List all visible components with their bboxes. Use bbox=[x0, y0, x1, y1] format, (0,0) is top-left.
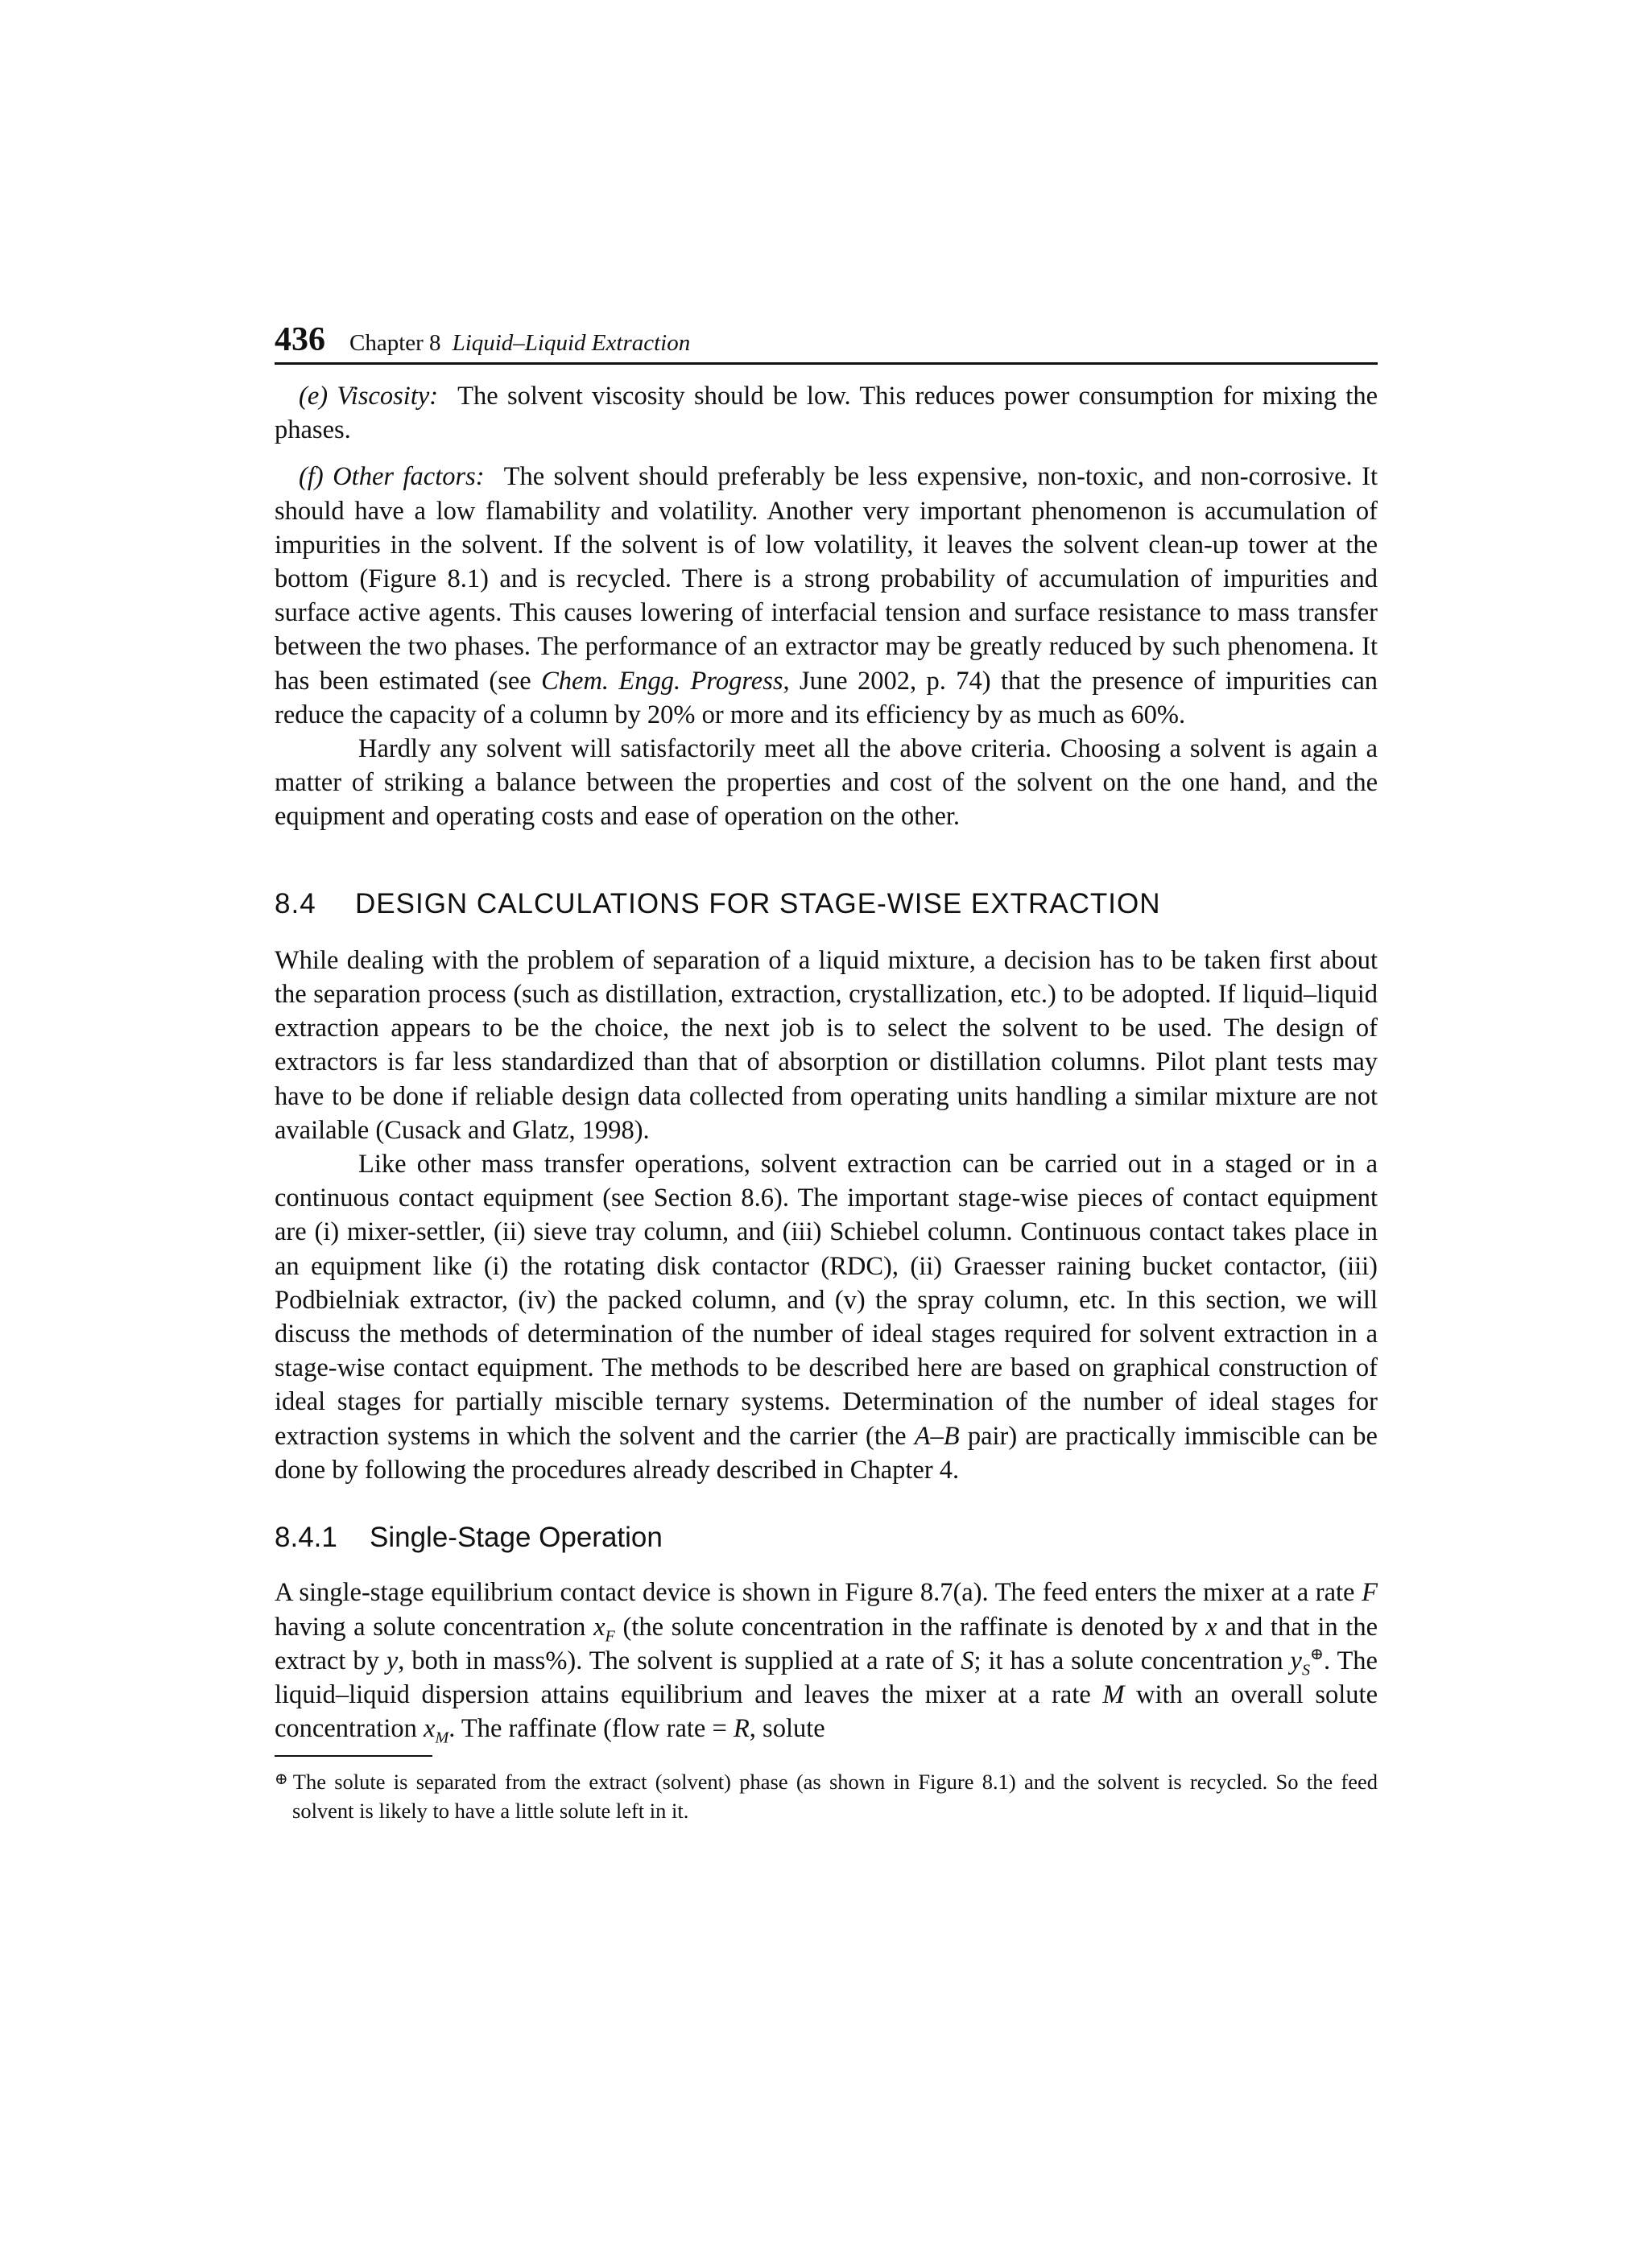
chapter-title: Liquid–Liquid Extraction bbox=[452, 330, 691, 356]
page-content bbox=[275, 320, 1378, 1847]
paragraph-viscosity bbox=[275, 379, 1378, 447]
running-head bbox=[275, 320, 1378, 365]
paragraph-contact-equipment bbox=[275, 1147, 1378, 1487]
symbol-y: y bbox=[386, 1646, 399, 1675]
symbol-xM: $x_M$ bbox=[424, 1714, 449, 1747]
symbol-xF: $x_F$ bbox=[593, 1612, 615, 1645]
paragraph-text: . The raffinate (flow rate = bbox=[448, 1714, 734, 1744]
paragraph-text: with an overall solute concentration bbox=[275, 1679, 1378, 1744]
paragraph-text: . The liquid–liquid dispersion attains equilibrium and leaves the mixer at a rate bbox=[275, 1646, 1378, 1709]
pair-symbol: A–B bbox=[914, 1421, 960, 1451]
paragraph-text: , both in mass%). The solvent is supplied at a rate of bbox=[398, 1646, 961, 1675]
paragraph-text: The solvent viscosity should be low. This reduces power consumption for mixing the phases. bbox=[275, 382, 1378, 445]
paragraph-label: (e) Viscosity: bbox=[299, 382, 439, 411]
paragraph-solvent-criteria: Hardly any solvent will satisfactorily meet all the above criteria. Choosing a solvent is again a matter of striking a balance between the properties and cost of the solvent on the one hand, and the equipment and operating costs and ease of operation on the other. bbox=[275, 734, 1378, 832]
paragraph-text: Like other mass transfer operations, solvent extraction can be carried out in a staged or in a continuous contact equipment (see Section 8.6). The important stage-wise pieces of contact equipment are (i) mixer-settler, (ii) sieve tray column, and (iii) Schiebel column. Continuous contact takes place in an equipment like (i) the rotating disk contactor (RDC), (ii) Graesser raining bucket contactor, (iii) Podbielniak extractor, (iv) the packed column, and (v) the spray column, etc. In this section, we will discuss the methods of determination of the number of ideal stages required for solvent extraction in a stage-wise contact equipment. The methods to be described here are based on graphical construction of ideal stages for partially miscible ternary systems. Determination of the number of ideal stages for extraction systems in which the solvent and the carrier (the bbox=[275, 1150, 1378, 1451]
paragraph-text: , June 2002, p. 74) that the presence of impurities can reduce the capacity of a column by 20% or more and its efficiency by as much as 60%. bbox=[275, 666, 1378, 729]
paragraph-other-factors bbox=[275, 460, 1378, 732]
body-text bbox=[275, 379, 1378, 1745]
footnote bbox=[275, 1765, 1378, 1825]
paragraph-text: and that in the extract by bbox=[275, 1612, 1378, 1675]
subsection-number: 8.4.1 bbox=[275, 1522, 337, 1554]
symbol-x: x bbox=[1205, 1612, 1217, 1642]
paragraph-single-stage bbox=[275, 1576, 1378, 1745]
page-number: 436 bbox=[275, 321, 325, 358]
paragraph-separation-decision: While dealing with the problem of separation of a liquid mixture, a decision has to be taken first about the separation process (such as distillation, extraction, crystallization, etc.) to be adopted. If liquid–liquid extraction appears to be the choice, the next job is to select the solvent to be used. The design of extractors is far less standardized than that of absorption or distillation columns. Pilot plant tests may have to be done if reliable design data collected from operating units handling a similar mixture are not available (Cusack and Glatz, 1998). bbox=[275, 945, 1378, 1145]
paragraph-text: having a solute concentration bbox=[275, 1612, 594, 1642]
paragraph-text: , solute bbox=[749, 1714, 825, 1744]
section-title: DESIGN CALCULATIONS FOR STAGE-WISE EXTRACTION bbox=[355, 887, 1161, 919]
journal-name: Chem. Engg. Progress bbox=[541, 666, 783, 696]
section-heading bbox=[275, 887, 1378, 921]
footnote-text: The solute is separated from the extract (solvent) phase (as shown in Figure 8.1) and the solvent is recycled. So the feed solvent is likely to have a little solute left in it. bbox=[292, 1770, 1378, 1824]
footnote-rule bbox=[275, 1755, 432, 1757]
symbol-R: R bbox=[733, 1714, 750, 1744]
paragraph-text: pair) are practically immiscible can be done by following the procedures already described in Chapter 4. bbox=[275, 1421, 1378, 1485]
paragraph-text: ; it has a solute concentration bbox=[973, 1646, 1291, 1675]
symbol-yS: $y_S^\oplus$ bbox=[1290, 1645, 1324, 1679]
subsection-title: Single-Stage Operation bbox=[370, 1522, 663, 1554]
paragraph-label: (f) Other factors: bbox=[299, 462, 485, 492]
symbol-S: S bbox=[961, 1646, 974, 1675]
chapter-label: Chapter 8 bbox=[349, 330, 441, 356]
section-number: 8.4 bbox=[275, 887, 316, 919]
subsection-heading bbox=[275, 1521, 1378, 1555]
symbol-M: M bbox=[1102, 1679, 1125, 1709]
paragraph-text: (the solute concentration in the raffinate is denoted by bbox=[614, 1612, 1206, 1642]
paragraph-text: A single-stage equilibrium contact device is shown in Figure 8.7(a). The feed enters the mixer at a rate bbox=[275, 1578, 1362, 1608]
paragraph-text: The solvent should preferably be less expensive, non-toxic, and non-corrosive. It should have a low flamability and volatility. Another very important phenomenon is accumulation of impurities in the solvent. If the solvent is of low volatility, it leaves the solvent clean-up tower at the bottom (Figure 8.1) and is recycled. There is a strong probability of accumulation of impurities and surface active agents. This causes lowering of interfacial tension and surface resistance to mass transfer between the two phases. The performance of an extractor may be greatly reduced by such phenomena. It has been estimated (see bbox=[275, 462, 1378, 696]
footnote-mark: ⊕ bbox=[275, 1770, 288, 1789]
symbol-F: F bbox=[1362, 1578, 1378, 1608]
